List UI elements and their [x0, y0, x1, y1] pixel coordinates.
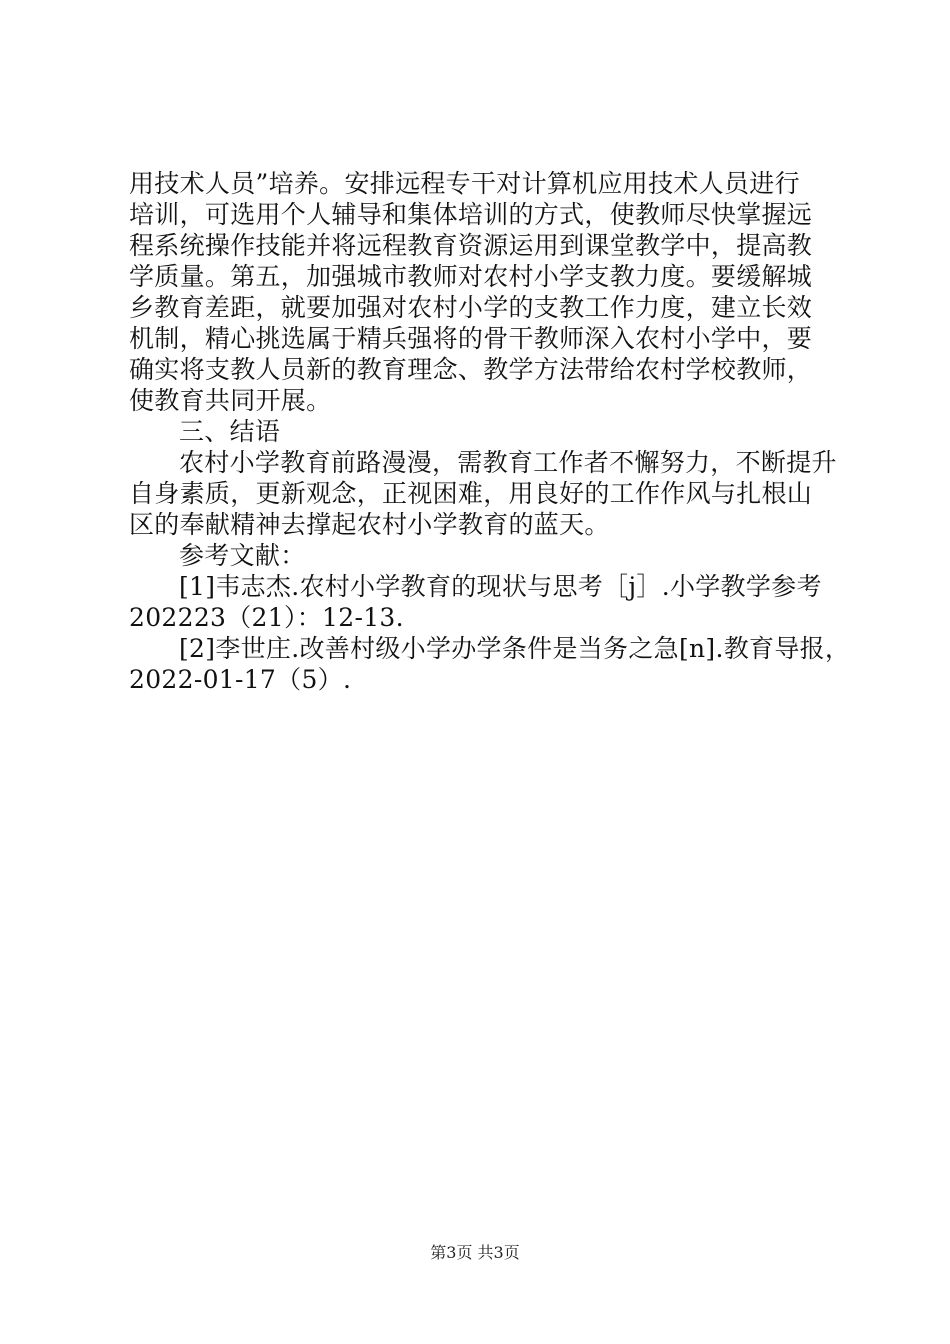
references-heading: 参考文献：	[179, 541, 306, 570]
reference-entry: [2]李世庄.改善村级小学办学条件是当务之急[n].教育导报，	[179, 634, 851, 663]
paragraph-line: 机制，精心挑选属于精兵强将的骨干教师深入农村小学中，要	[129, 324, 813, 353]
paragraph-line: 乡教育差距，就要加强对农村小学的支教工作力度，建立长效	[129, 293, 813, 322]
reference-entry-continuation: 2022-01-17（5）.	[129, 665, 352, 694]
conclusion-line: 自身素质，更新观念，正视困难，用良好的工作作风与扎根山	[129, 479, 813, 508]
paragraph-line: 用技术人员”培养。安排远程专干对计算机应用技术人员进行	[129, 169, 800, 198]
page-footer: 第3页 共3页	[430, 1243, 520, 1262]
document-body	[129, 168, 851, 695]
paragraph-line: 确实将支教人员新的教育理念、教学方法带给农村学校教师，	[129, 355, 813, 384]
section-heading: 三、结语	[179, 417, 281, 446]
reference-entry-continuation: 202223（21）：12-13.	[129, 603, 404, 632]
paragraph-line: 使教育共同开展。	[129, 386, 332, 415]
paragraph-line: 培训，可选用个人辅导和集体培训的方式，使教师尽快掌握远	[129, 200, 813, 229]
paragraph-line: 学质量。第五，加强城市教师对农村小学支教力度。要缓解城	[129, 262, 813, 291]
conclusion-line: 区的奉献精神去撑起农村小学教育的蓝天。	[129, 510, 610, 539]
conclusion-line: 农村小学教育前路漫漫，需教育工作者不懈努力，不断提升	[179, 448, 837, 477]
reference-entry: [1]韦志杰.农村小学教育的现状与思考［j］.小学教学参考	[179, 572, 822, 601]
paragraph-line: 程系统操作技能并将远程教育资源运用到课堂教学中，提高教	[129, 231, 813, 260]
